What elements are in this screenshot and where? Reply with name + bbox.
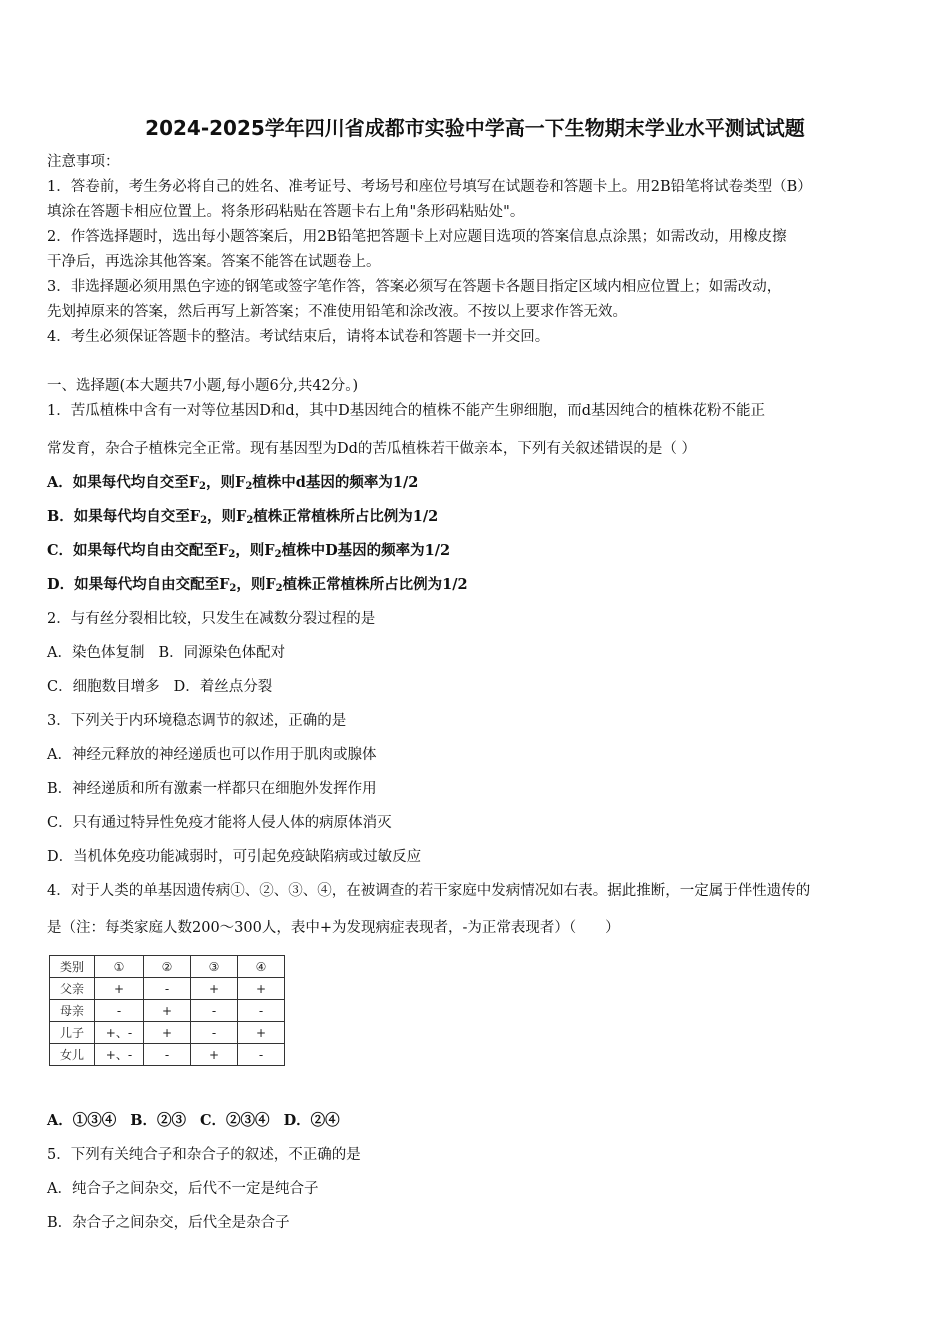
table-cell: - bbox=[144, 978, 191, 1000]
table-cell: + bbox=[144, 1000, 191, 1022]
option-text: 植株正常植株所占比例为1/2 bbox=[253, 508, 439, 525]
question-3-option-c: C．只有通过特异性免疫才能将人侵人体的病原体消灭 bbox=[47, 815, 392, 831]
question-3-option-a: A．神经元释放的神经递质也可以作用于肌肉或腺体 bbox=[47, 747, 377, 763]
table-cell: + bbox=[238, 1022, 285, 1044]
notice-heading: 注意事项： bbox=[47, 154, 120, 170]
option-c: C．细胞数目增多 bbox=[47, 679, 160, 695]
option-text: 植株正常植株所占比例为1/2 bbox=[282, 576, 468, 593]
notice-line: 2．作答选择题时，选出每小题答案后，用2B铅笔把答题卡上对应题目选项的答案信息点涂黑；如需改动，用橡皮擦 bbox=[47, 229, 787, 245]
question-5-option-a: A．纯合子之间杂交，后代不一定是纯合子 bbox=[47, 1181, 319, 1197]
table-header-cell: ① bbox=[95, 956, 144, 978]
table-cell: + bbox=[95, 978, 144, 1000]
question-1-option-c bbox=[47, 542, 917, 560]
table-cell: +、- bbox=[95, 1044, 144, 1066]
question-5-stem: 5．下列有关纯合子和杂合子的叙述，不正确的是 bbox=[47, 1147, 361, 1163]
notice-line: 干净后，再选涂其他答案。答案不能答在试题卷上。 bbox=[47, 254, 381, 270]
question-3-option-b: B．神经递质和所有激素一样都只在细胞外发挥作用 bbox=[47, 781, 377, 797]
question-1-stem-cont: 常发育，杂合子植株完全正常。现有基因型为Dd的苦瓜植株若干做亲本，下列有关叙述错误的是（ ） bbox=[47, 441, 697, 457]
table-cell: 女儿 bbox=[50, 1044, 95, 1066]
table-cell: + bbox=[191, 978, 238, 1000]
option-text: ，则F bbox=[236, 576, 276, 593]
option-text: ，则F bbox=[206, 474, 246, 491]
option-d: D．②④ bbox=[283, 1112, 340, 1129]
question-2-options-cd bbox=[47, 678, 917, 696]
table-header-cell: ③ bbox=[191, 956, 238, 978]
question-1-stem: 1．苦瓜植株中含有一对等位基因D和d，其中D基因纯合的植株不能产生卵细胞，而d基因纯合的植株花粉不能正 bbox=[47, 403, 766, 419]
table-cell: - bbox=[238, 1000, 285, 1022]
table-cell: + bbox=[144, 1022, 191, 1044]
table-row bbox=[50, 1000, 285, 1022]
table-row bbox=[50, 1044, 285, 1066]
option-b: B．②③ bbox=[130, 1112, 187, 1129]
subscript: 2 bbox=[246, 515, 254, 526]
table-cell: +、- bbox=[95, 1022, 144, 1044]
option-text: D．如果每代均自由交配至F bbox=[47, 576, 230, 593]
question-4-options bbox=[47, 1112, 917, 1130]
option-a: A．①③④ bbox=[47, 1112, 117, 1129]
notice-line: 1．答卷前，考生务必将自己的姓名、准考证号、考场号和座位号填写在试题卷和答题卡上。用2B铅笔将试卷类型（B） bbox=[47, 179, 812, 195]
table-row bbox=[50, 978, 285, 1000]
table-cell: 儿子 bbox=[50, 1022, 95, 1044]
table-cell: - bbox=[191, 1022, 238, 1044]
subscript: 2 bbox=[200, 515, 208, 526]
question-1-option-a bbox=[47, 474, 917, 492]
table-header-cell: 类别 bbox=[50, 956, 95, 978]
page-title: 2024-2025学年四川省成都市实验中学高一下生物期末学业水平测试试题 bbox=[145, 116, 805, 140]
option-text: 植株中D基因的频率为1/2 bbox=[281, 542, 451, 559]
option-b: B．同源染色体配对 bbox=[158, 645, 286, 661]
table-cell: - bbox=[238, 1044, 285, 1066]
table-cell: - bbox=[95, 1000, 144, 1022]
option-text: A．如果每代均自交至F bbox=[47, 474, 200, 491]
question-3-option-d: D．当机体免疫功能减弱时，可引起免疫缺陷病或过敏反应 bbox=[47, 849, 422, 865]
table-header-row bbox=[50, 956, 285, 978]
table-cell: - bbox=[144, 1044, 191, 1066]
subscript: 2 bbox=[275, 583, 283, 594]
inheritance-table bbox=[49, 955, 285, 1066]
table-cell: 父亲 bbox=[50, 978, 95, 1000]
table-cell: + bbox=[238, 978, 285, 1000]
option-a: A．染色体复制 bbox=[47, 645, 145, 661]
notice-line: 填涂在答题卡相应位置上。将条形码粘贴在答题卡右上角"条形码粘贴处"。 bbox=[47, 204, 525, 220]
table-cell: 母亲 bbox=[50, 1000, 95, 1022]
question-2-options-ab bbox=[47, 644, 917, 662]
subscript: 2 bbox=[245, 481, 253, 492]
question-3-stem: 3．下列关于内环境稳态调节的叙述，正确的是 bbox=[47, 713, 347, 729]
question-4-stem: 4．对于人类的单基因遗传病①、②、③、④，在被调查的若干家庭中发病情况如右表。据此推断，一定属于伴性遗传的 bbox=[47, 883, 811, 899]
subscript: 2 bbox=[228, 549, 236, 560]
option-d: D．着丝点分裂 bbox=[173, 679, 273, 695]
table-header-cell: ② bbox=[144, 956, 191, 978]
table-cell: + bbox=[191, 1044, 238, 1066]
table-row bbox=[50, 1022, 285, 1044]
question-5-option-b: B．杂合子之间杂交，后代全是杂合子 bbox=[47, 1215, 290, 1231]
subscript: 2 bbox=[274, 549, 282, 560]
option-text: ，则F bbox=[207, 508, 247, 525]
table-cell: - bbox=[191, 1000, 238, 1022]
table-header-cell: ④ bbox=[238, 956, 285, 978]
option-text: ，则F bbox=[235, 542, 275, 559]
question-4-stem-cont: 是（注：每类家庭人数200～300人，表中+为发现病症表现者，-为正常表现者）（ ） bbox=[47, 920, 620, 936]
option-text: 植株中d基因的频率为1/2 bbox=[252, 474, 419, 491]
question-2-stem: 2．与有丝分裂相比较，只发生在减数分裂过程的是 bbox=[47, 611, 376, 627]
option-c: C．②③④ bbox=[200, 1112, 270, 1129]
question-1-option-b bbox=[47, 508, 917, 526]
option-text: C．如果每代均自由交配至F bbox=[47, 542, 229, 559]
subscript: 2 bbox=[199, 481, 207, 492]
notice-line: 4．考生必须保证答题卡的整洁。考试结束后，请将本试卷和答题卡一并交回。 bbox=[47, 329, 550, 345]
notice-line: 先划掉原来的答案，然后再写上新答案；不准使用铅笔和涂改液。不按以上要求作答无效。 bbox=[47, 304, 627, 320]
question-1-option-d bbox=[47, 576, 917, 594]
section-heading: 一、选择题(本大题共7小题,每小题6分,共42分。) bbox=[47, 378, 359, 394]
notice-line: 3．非选择题必须用黑色字迹的钢笔或签字笔作答，答案必须写在答题卡各题目指定区域内相应位置上；如需改动， bbox=[47, 279, 782, 295]
option-text: B．如果每代均自交至F bbox=[47, 508, 201, 525]
subscript: 2 bbox=[229, 583, 237, 594]
